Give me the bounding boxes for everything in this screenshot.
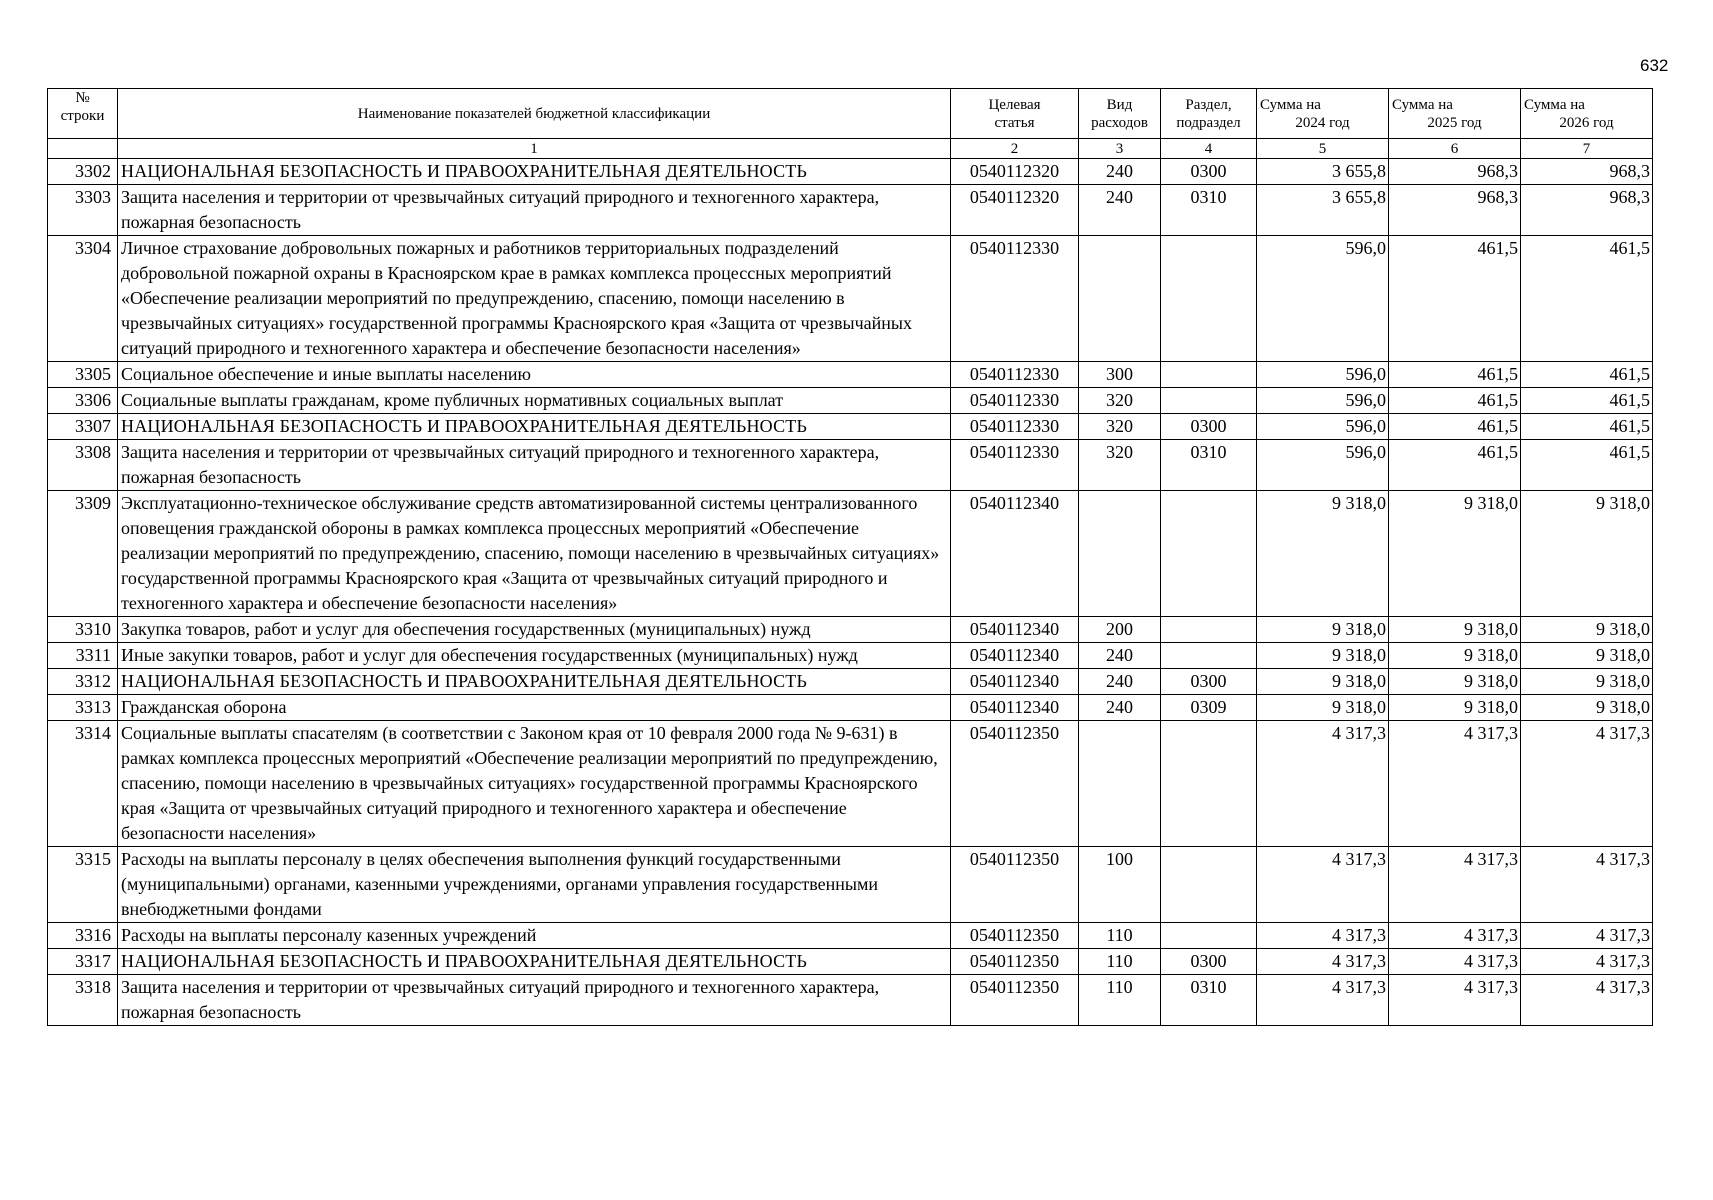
row-sum-2025: 9 318,0: [1389, 695, 1521, 721]
row-sum-2026: 461,5: [1521, 440, 1653, 491]
header-row-number: [48, 89, 118, 139]
header-row-number-label: № строки: [60, 90, 105, 124]
row-sum-2025: 4 317,3: [1389, 949, 1521, 975]
column-number: 4: [1161, 139, 1257, 159]
row-name: Эксплуатационно-техническое обслуживание средств автоматизированной системы централизованного оповещения гражданской обороны в рамках комплекса процессных мероприятий «Обеспечение реализации мероприятий по предупреждению, спасению, помощи населению в чрезвычайных ситуациях» государственной программы Красноярского края «Защита от чрезвычайных ситуаций природного и техногенного характера и обеспечение безопасности населения»: [118, 491, 951, 617]
row-sum-2026: 968,3: [1521, 159, 1653, 185]
header-sum-2025: [1389, 89, 1521, 139]
row-name: НАЦИОНАЛЬНАЯ БЕЗОПАСНОСТЬ И ПРАВООХРАНИТЕЛЬНАЯ ДЕЯТЕЛЬНОСТЬ: [118, 949, 951, 975]
row-expense-kind: 110: [1079, 923, 1161, 949]
row-number: 3316: [48, 923, 118, 949]
row-expense-kind: 320: [1079, 414, 1161, 440]
header-sum-2025-line1: Сумма на: [1392, 96, 1453, 113]
column-number: 5: [1257, 139, 1389, 159]
row-expense-kind: 320: [1079, 440, 1161, 491]
row-sum-2025: 4 317,3: [1389, 847, 1521, 923]
row-sum-2026: 9 318,0: [1521, 669, 1653, 695]
row-target-article: 0540112330: [951, 236, 1079, 362]
row-number: 3314: [48, 721, 118, 847]
header-sum-2024: [1257, 89, 1389, 139]
header-section: Раздел, подраздел: [1161, 89, 1257, 139]
row-sum-2024: 9 318,0: [1257, 617, 1389, 643]
header-sum-2026: [1521, 89, 1653, 139]
row-expense-kind: 110: [1079, 975, 1161, 1026]
table-row: [48, 847, 1653, 923]
row-sum-2024: 9 318,0: [1257, 643, 1389, 669]
row-sum-2025: 9 318,0: [1389, 491, 1521, 617]
row-expense-kind: 300: [1079, 362, 1161, 388]
table-row: [48, 617, 1653, 643]
row-number: 3312: [48, 669, 118, 695]
row-sum-2026: 9 318,0: [1521, 617, 1653, 643]
column-number: 2: [951, 139, 1079, 159]
table-row: [48, 643, 1653, 669]
row-name: Социальные выплаты спасателям (в соответствии с Законом края от 10 февраля 2000 года № 9-631) в рамках комплекса процессных мероприятий «Обеспечение реализации мероприятий по предупреждению, спасению, помощи населению в чрезвычайных ситуациях» государственной программы Красноярского края «Защита от чрезвычайных ситуаций природного и техногенного характера и обеспечение безопасности населения»: [118, 721, 951, 847]
row-name: НАЦИОНАЛЬНАЯ БЕЗОПАСНОСТЬ И ПРАВООХРАНИТЕЛЬНАЯ ДЕЯТЕЛЬНОСТЬ: [118, 414, 951, 440]
row-number: 3318: [48, 975, 118, 1026]
header-expense-kind: Вид расходов: [1079, 89, 1161, 139]
row-sum-2025: 9 318,0: [1389, 643, 1521, 669]
table-row: [48, 491, 1653, 617]
table-row: [48, 949, 1653, 975]
column-number: 7: [1521, 139, 1653, 159]
row-target-article: 0540112340: [951, 617, 1079, 643]
header-name: Наименование показателей бюджетной классификации: [118, 89, 951, 139]
row-number: 3317: [48, 949, 118, 975]
row-sum-2024: 596,0: [1257, 362, 1389, 388]
row-expense-kind: 240: [1079, 185, 1161, 236]
table-row: [48, 975, 1653, 1026]
table-row: [48, 440, 1653, 491]
row-name: НАЦИОНАЛЬНАЯ БЕЗОПАСНОСТЬ И ПРАВООХРАНИТЕЛЬНАЯ ДЕЯТЕЛЬНОСТЬ: [118, 159, 951, 185]
column-number-empty: [48, 139, 118, 159]
row-section: 0300: [1161, 414, 1257, 440]
row-expense-kind: [1079, 236, 1161, 362]
row-number: 3307: [48, 414, 118, 440]
row-sum-2026: 9 318,0: [1521, 643, 1653, 669]
row-sum-2025: 461,5: [1389, 440, 1521, 491]
row-expense-kind: [1079, 491, 1161, 617]
table-body: [48, 159, 1653, 1026]
row-sum-2026: 9 318,0: [1521, 695, 1653, 721]
header-target-article: Целевая статья: [951, 89, 1079, 139]
row-section: 0300: [1161, 669, 1257, 695]
header-sum-2026-line1: Сумма на: [1524, 96, 1585, 113]
row-expense-kind: 240: [1079, 159, 1161, 185]
row-sum-2025: 461,5: [1389, 236, 1521, 362]
row-sum-2024: 9 318,0: [1257, 695, 1389, 721]
row-sum-2026: 968,3: [1521, 185, 1653, 236]
row-name: Защита населения и территории от чрезвычайных ситуаций природного и техногенного характера, пожарная безопасность: [118, 185, 951, 236]
row-sum-2024: 596,0: [1257, 388, 1389, 414]
row-expense-kind: 100: [1079, 847, 1161, 923]
row-sum-2025: 9 318,0: [1389, 669, 1521, 695]
row-section: 0309: [1161, 695, 1257, 721]
row-sum-2026: 461,5: [1521, 236, 1653, 362]
row-sum-2025: 4 317,3: [1389, 975, 1521, 1026]
row-sum-2024: 596,0: [1257, 414, 1389, 440]
row-sum-2024: 4 317,3: [1257, 923, 1389, 949]
row-number: 3315: [48, 847, 118, 923]
page-number: 632: [1640, 56, 1669, 75]
row-target-article: 0540112350: [951, 949, 1079, 975]
table-header: [48, 89, 1653, 159]
table-row: [48, 414, 1653, 440]
row-number: 3303: [48, 185, 118, 236]
row-sum-2025: 4 317,3: [1389, 721, 1521, 847]
row-sum-2024: 9 318,0: [1257, 669, 1389, 695]
column-number: 6: [1389, 139, 1521, 159]
row-target-article: 0540112350: [951, 721, 1079, 847]
table-row: [48, 695, 1653, 721]
table-row: [48, 185, 1653, 236]
row-target-article: 0540112330: [951, 388, 1079, 414]
row-section: [1161, 388, 1257, 414]
row-sum-2026: 4 317,3: [1521, 847, 1653, 923]
row-section: 0310: [1161, 975, 1257, 1026]
row-sum-2024: 596,0: [1257, 440, 1389, 491]
row-number: 3308: [48, 440, 118, 491]
row-name: Социальные выплаты гражданам, кроме публичных нормативных социальных выплат: [118, 388, 951, 414]
row-target-article: 0540112330: [951, 440, 1079, 491]
row-number: 3310: [48, 617, 118, 643]
column-number: 3: [1079, 139, 1161, 159]
row-expense-kind: 110: [1079, 949, 1161, 975]
row-target-article: 0540112340: [951, 695, 1079, 721]
row-sum-2026: 461,5: [1521, 388, 1653, 414]
row-sum-2024: 3 655,8: [1257, 159, 1389, 185]
row-name: Закупка товаров, работ и услуг для обеспечения государственных (муниципальных) нужд: [118, 617, 951, 643]
row-sum-2025: 461,5: [1389, 362, 1521, 388]
row-target-article: 0540112340: [951, 643, 1079, 669]
row-name: Защита населения и территории от чрезвычайных ситуаций природного и техногенного характера, пожарная безопасность: [118, 975, 951, 1026]
row-target-article: 0540112330: [951, 414, 1079, 440]
row-name: Расходы на выплаты персоналу в целях обеспечения выполнения функций государственными (муниципальными) органами, казенными учреждениями, органами управления государственными внебюджетными фондами: [118, 847, 951, 923]
table-row: [48, 362, 1653, 388]
row-number: 3311: [48, 643, 118, 669]
row-sum-2026: 461,5: [1521, 362, 1653, 388]
row-number: 3306: [48, 388, 118, 414]
column-number: 1: [118, 139, 951, 159]
row-name: Защита населения и территории от чрезвычайных ситуаций природного и техногенного характера, пожарная безопасность: [118, 440, 951, 491]
header-sum-2024-line1: Сумма на: [1260, 96, 1321, 113]
row-name: НАЦИОНАЛЬНАЯ БЕЗОПАСНОСТЬ И ПРАВООХРАНИТЕЛЬНАЯ ДЕЯТЕЛЬНОСТЬ: [118, 669, 951, 695]
table-row: [48, 236, 1653, 362]
row-number: 3305: [48, 362, 118, 388]
row-sum-2025: 4 317,3: [1389, 923, 1521, 949]
budget-table: [47, 88, 1653, 1026]
row-target-article: 0540112350: [951, 847, 1079, 923]
row-section: 0310: [1161, 440, 1257, 491]
row-sum-2026: 4 317,3: [1521, 923, 1653, 949]
row-sum-2024: 4 317,3: [1257, 949, 1389, 975]
row-sum-2026: 4 317,3: [1521, 975, 1653, 1026]
row-section: [1161, 721, 1257, 847]
row-target-article: 0540112320: [951, 185, 1079, 236]
row-sum-2025: 461,5: [1389, 414, 1521, 440]
row-sum-2024: 596,0: [1257, 236, 1389, 362]
row-sum-2026: 4 317,3: [1521, 949, 1653, 975]
row-section: [1161, 923, 1257, 949]
row-sum-2026: 4 317,3: [1521, 721, 1653, 847]
row-expense-kind: 240: [1079, 643, 1161, 669]
row-sum-2024: 4 317,3: [1257, 847, 1389, 923]
row-number: 3313: [48, 695, 118, 721]
row-sum-2024: 3 655,8: [1257, 185, 1389, 236]
row-section: 0300: [1161, 949, 1257, 975]
row-expense-kind: 240: [1079, 695, 1161, 721]
header-sum-2024-line2: 2024 год: [1295, 114, 1350, 131]
row-target-article: 0540112350: [951, 923, 1079, 949]
row-section: [1161, 362, 1257, 388]
row-section: [1161, 236, 1257, 362]
row-sum-2025: 9 318,0: [1389, 617, 1521, 643]
table-row: [48, 388, 1653, 414]
row-target-article: 0540112320: [951, 159, 1079, 185]
row-sum-2024: 9 318,0: [1257, 491, 1389, 617]
row-section: [1161, 643, 1257, 669]
row-name: Личное страхование добровольных пожарных и работников территориальных подразделений добровольной пожарной охраны в Красноярском крае в рамках комплекса процессных мероприятий «Обеспечение реализации мероприятий по предупреждению, спасению, помощи населению в чрезвычайных ситуациях» государственной программы Красноярского края «Защита от чрезвычайных ситуаций природного и техногенного характера и обеспечение безопасности населения»: [118, 236, 951, 362]
row-section: 0310: [1161, 185, 1257, 236]
column-number-row: [48, 139, 1653, 159]
table-row: [48, 159, 1653, 185]
row-sum-2025: 968,3: [1389, 159, 1521, 185]
row-expense-kind: 200: [1079, 617, 1161, 643]
row-expense-kind: 320: [1079, 388, 1161, 414]
row-sum-2026: 9 318,0: [1521, 491, 1653, 617]
row-target-article: 0540112340: [951, 669, 1079, 695]
row-name: Гражданская оборона: [118, 695, 951, 721]
row-expense-kind: [1079, 721, 1161, 847]
row-sum-2026: 461,5: [1521, 414, 1653, 440]
row-section: [1161, 491, 1257, 617]
row-section: [1161, 847, 1257, 923]
row-name: Иные закупки товаров, работ и услуг для обеспечения государственных (муниципальных) нужд: [118, 643, 951, 669]
row-name: Расходы на выплаты персоналу казенных учреждений: [118, 923, 951, 949]
row-target-article: 0540112330: [951, 362, 1079, 388]
header-sum-2026-line2: 2026 год: [1559, 114, 1614, 131]
row-section: 0300: [1161, 159, 1257, 185]
table-row: [48, 669, 1653, 695]
header-sum-2025-line2: 2025 год: [1427, 114, 1482, 131]
row-number: 3304: [48, 236, 118, 362]
header-row: [48, 89, 1653, 139]
row-number: 3302: [48, 159, 118, 185]
row-sum-2025: 968,3: [1389, 185, 1521, 236]
row-sum-2024: 4 317,3: [1257, 721, 1389, 847]
row-sum-2025: 461,5: [1389, 388, 1521, 414]
row-sum-2024: 4 317,3: [1257, 975, 1389, 1026]
row-target-article: 0540112340: [951, 491, 1079, 617]
table-row: [48, 923, 1653, 949]
row-name: Социальное обеспечение и иные выплаты населению: [118, 362, 951, 388]
table-row: [48, 721, 1653, 847]
row-section: [1161, 617, 1257, 643]
row-number: 3309: [48, 491, 118, 617]
row-expense-kind: 240: [1079, 669, 1161, 695]
row-target-article: 0540112350: [951, 975, 1079, 1026]
